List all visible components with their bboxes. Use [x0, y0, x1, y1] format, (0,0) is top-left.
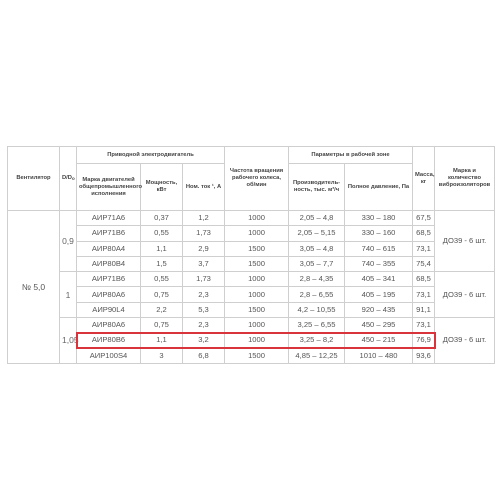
power-cell: 3 — [141, 348, 183, 363]
speed-cell: 1000 — [225, 211, 289, 226]
current-cell: 1,2 — [183, 211, 225, 226]
table-body — [8, 211, 495, 364]
capacity-cell: 4,2 – 10,55 — [289, 302, 345, 317]
power-cell: 0,55 — [141, 272, 183, 287]
header-motor-group: Приводной электродвигатель — [77, 147, 225, 164]
mass-cell: 73,1 — [413, 318, 435, 333]
fan-label: № 5,0 — [8, 211, 60, 364]
table-header — [8, 147, 495, 211]
header-params-group: Параметры в рабочей зоне — [289, 147, 413, 164]
mass-cell: 75,4 — [413, 256, 435, 271]
speed-cell: 1500 — [225, 256, 289, 271]
speed-cell: 1500 — [225, 348, 289, 363]
brand-cell: АИР71А6 — [77, 211, 141, 226]
brand-cell: АИР80А6 — [77, 318, 141, 333]
ratio-cell: 1 — [60, 272, 77, 318]
table-row — [8, 302, 495, 317]
capacity-cell: 3,25 – 6,55 — [289, 318, 345, 333]
brand-cell: АИР80А6 — [77, 287, 141, 302]
current-cell: 2,3 — [183, 287, 225, 302]
table-row — [8, 241, 495, 256]
current-cell: 1,73 — [183, 272, 225, 287]
power-cell: 0,75 — [141, 318, 183, 333]
spec-table-wrapper — [7, 146, 494, 364]
capacity-cell: 2,05 – 5,15 — [289, 226, 345, 241]
capacity-cell: 3,25 – 8,2 — [289, 333, 345, 348]
mass-cell: 91,1 — [413, 302, 435, 317]
mass-cell: 67,5 — [413, 211, 435, 226]
pressure-cell: 450 – 215 — [345, 333, 413, 348]
power-cell: 1,5 — [141, 256, 183, 271]
header-motor-brand: Марка двигателей общепромышленного исполнения — [77, 164, 141, 211]
capacity-cell: 2,8 – 6,55 — [289, 287, 345, 302]
power-cell: 0,55 — [141, 226, 183, 241]
current-cell: 5,3 — [183, 302, 225, 317]
isolators-cell: ДО39 - 6 шт. — [435, 318, 495, 364]
brand-cell: АИР80В6 — [77, 333, 141, 348]
pressure-cell: 330 – 160 — [345, 226, 413, 241]
table-row — [8, 272, 495, 287]
speed-cell: 1000 — [225, 287, 289, 302]
header-fan: Вентилятор — [8, 147, 60, 211]
speed-cell: 1000 — [225, 333, 289, 348]
speed-cell: 1000 — [225, 318, 289, 333]
brand-cell: АИР71В6 — [77, 226, 141, 241]
pressure-cell: 330 – 180 — [345, 211, 413, 226]
mass-cell: 76,9 — [413, 333, 435, 348]
capacity-cell: 2,8 – 4,35 — [289, 272, 345, 287]
pressure-cell: 405 – 195 — [345, 287, 413, 302]
power-cell: 0,75 — [141, 287, 183, 302]
table-row — [8, 226, 495, 241]
capacity-cell: 3,05 – 7,7 — [289, 256, 345, 271]
pressure-cell: 1010 – 480 — [345, 348, 413, 363]
fan-spec-table — [7, 146, 495, 364]
table-row — [8, 348, 495, 363]
pressure-cell: 405 – 341 — [345, 272, 413, 287]
header-current: Ном. ток ¹, А — [183, 164, 225, 211]
pressure-cell: 450 – 295 — [345, 318, 413, 333]
ratio-cell: 0,9 — [60, 211, 77, 272]
speed-cell: 1000 — [225, 272, 289, 287]
power-cell: 2,2 — [141, 302, 183, 317]
pressure-cell: 740 – 355 — [345, 256, 413, 271]
speed-cell: 1500 — [225, 241, 289, 256]
mass-cell: 73,1 — [413, 287, 435, 302]
table-row — [8, 318, 495, 333]
table-row — [8, 256, 495, 271]
header-capacity: Производитель-ность, тыс. м³/ч — [289, 164, 345, 211]
pressure-cell: 920 – 435 — [345, 302, 413, 317]
brand-cell: АИР80В4 — [77, 256, 141, 271]
header-mass: Масса, кг — [413, 147, 435, 211]
header-speed: Частота вращения рабочего колеса, об/мин — [225, 147, 289, 211]
table-row — [8, 211, 495, 226]
current-cell: 1,73 — [183, 226, 225, 241]
ratio-cell: 1,05 — [60, 318, 77, 364]
capacity-cell: 4,85 – 12,25 — [289, 348, 345, 363]
power-cell: 1,1 — [141, 333, 183, 348]
power-cell: 1,1 — [141, 241, 183, 256]
table-row — [8, 287, 495, 302]
current-cell: 3,2 — [183, 333, 225, 348]
mass-cell: 73,1 — [413, 241, 435, 256]
mass-cell: 93,6 — [413, 348, 435, 363]
speed-cell: 1000 — [225, 226, 289, 241]
isolators-cell: ДО39 - 6 шт. — [435, 211, 495, 272]
mass-cell: 68,5 — [413, 272, 435, 287]
current-cell: 2,3 — [183, 318, 225, 333]
brand-cell: АИР80А4 — [77, 241, 141, 256]
speed-cell: 1500 — [225, 302, 289, 317]
capacity-cell: 2,05 – 4,8 — [289, 211, 345, 226]
brand-cell: АИР90L4 — [77, 302, 141, 317]
header-isolators: Марка и количество виброизоляторов — [435, 147, 495, 211]
brand-cell: АИР71В6 — [77, 272, 141, 287]
table-row-highlighted — [8, 333, 495, 348]
mass-cell: 68,5 — [413, 226, 435, 241]
power-cell: 0,37 — [141, 211, 183, 226]
current-cell: 3,7 — [183, 256, 225, 271]
header-ratio: $D/D_o$ — [60, 147, 77, 211]
header-pressure: Полное давление, Па — [345, 164, 413, 211]
current-cell: 6,8 — [183, 348, 225, 363]
pressure-cell: 740 – 615 — [345, 241, 413, 256]
header-power: Мощность, кВт — [141, 164, 183, 211]
current-cell: 2,9 — [183, 241, 225, 256]
brand-cell: АИР100S4 — [77, 348, 141, 363]
capacity-cell: 3,05 – 4,8 — [289, 241, 345, 256]
isolators-cell: ДО39 - 6 шт. — [435, 272, 495, 318]
